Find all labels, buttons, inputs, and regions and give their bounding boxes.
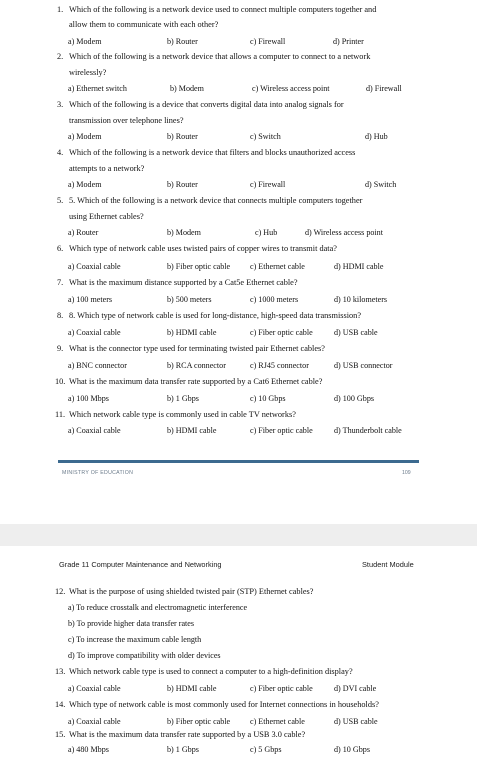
question-12-text: What is the purpose of using shielded twisted pair (STP) Ethernet cables? [69,587,314,596]
question-5-option-c: c) Hub [255,228,278,237]
question-12-option-c: c) To increase the maximum cable length [68,635,202,644]
question-6-option-a: a) Coaxial cable [68,262,121,271]
question-7-option-d: d) 10 kilometers [334,295,388,304]
question-13-option-c: c) Fiber optic cable [250,684,313,693]
question-8-option-d: d) USB cable [334,328,378,337]
question-2-number: 2. [57,52,64,61]
question-6-option-d: d) HDMI cable [334,262,384,271]
question-5-number: 5. [57,196,64,205]
question-6-text: Which type of network cable uses twisted pairs of copper wires to transmit data? [69,244,337,253]
question-14-text: Which type of network cable is most commonly used for Internet connections in households? [69,700,379,709]
question-1-text-cont: allow them to communicate with each other? [69,20,219,29]
question-1-number: 1. [57,5,64,14]
question-9-number: 9. [57,344,64,353]
question-15-number: 15. [55,730,66,739]
question-8-option-a: a) Coaxial cable [68,328,121,337]
question-3-option-a: a) Modem [68,132,102,141]
question-15-option-c: c) 5 Gbps [250,745,282,754]
question-1-text: Which of the following is a network device used to connect multiple computers together and [69,5,377,14]
question-12-option-a: a) To reduce crosstalk and electromagnetic interference [68,603,248,612]
question-4-text: Which of the following is a network device that filters and blocks unauthorized access [69,148,356,157]
question-15-option-b: b) 1 Gbps [167,745,199,754]
question-6-option-b: b) Fiber optic cable [167,262,231,271]
header-module-label: Student Module [362,560,414,569]
question-11-number: 11. [55,410,66,419]
question-7-option-a: a) 100 meters [68,295,113,304]
question-9-option-b: b) RCA connector [167,361,226,370]
question-5-option-d: d) Wireless access point [305,228,383,237]
question-10-number: 10. [55,377,66,386]
question-9-text: What is the connector type used for terminating twisted pair Ethernet cables? [69,344,325,353]
question-13-option-b: b) HDMI cable [167,684,217,693]
question-1-option-b: b) Router [167,37,198,46]
question-10-option-d: d) 100 Gbps [334,394,375,403]
question-2-option-b: b) Modem [170,84,204,93]
page-separator [0,524,477,546]
question-5-option-b: b) Modem [167,228,201,237]
question-1-option-d: d) Printer [333,37,364,46]
question-8-option-c: c) Fiber optic cable [250,328,313,337]
question-14-option-c: c) Ethernet cable [250,717,305,726]
question-12-option-b: b) To provide higher data transfer rates [68,619,195,628]
question-9-option-c: c) RJ45 connector [250,361,309,370]
question-5-option-a: a) Router [68,228,99,237]
question-14-option-a: a) Coaxial cable [68,717,121,726]
header-course-title: Grade 11 Computer Maintenance and Networking [59,560,222,569]
question-4-option-c: c) Firewall [250,180,286,189]
question-4-option-b: b) Router [167,180,198,189]
question-5-text-cont: using Ethernet cables? [69,212,144,221]
question-12-option-d: d) To improve compatibility with older devices [68,651,221,660]
footer-rule [58,460,419,463]
question-7-option-c: c) 1000 meters [250,295,299,304]
question-10-text: What is the maximum data transfer rate supported by a Cat6 Ethernet cable? [69,377,323,386]
question-11-option-d: d) Thunderbolt cable [334,426,402,435]
question-15-text: What is the maximum data transfer rate supported by a USB 3.0 cable? [69,730,306,739]
question-8-number: 8. [57,311,64,320]
question-13-number: 13. [55,667,66,676]
question-14-option-d: d) USB cable [334,717,378,726]
question-11-text: Which network cable type is commonly used in cable TV networks? [69,410,296,419]
question-9-option-d: d) USB connector [334,361,393,370]
footer-ministry-label: MINISTRY OF EDUCATION [62,470,134,476]
question-3-option-d: d) Hub [365,132,388,141]
question-4-number: 4. [57,148,64,157]
question-15-option-d: d) 10 Gbps [334,745,370,754]
question-2-option-d: d) Firewall [366,84,402,93]
question-14-option-b: b) Fiber optic cable [167,717,231,726]
question-13-text: Which network cable type is used to connect a computer to a high-definition display? [69,667,353,676]
question-4-option-a: a) Modem [68,180,102,189]
question-3-number: 3. [57,100,64,109]
question-9-option-a: a) BNC connector [68,361,127,370]
question-7-text: What is the maximum distance supported by a Cat5e Ethernet cable? [69,278,298,287]
question-7-option-b: b) 500 meters [167,295,212,304]
question-3-text: Which of the following is a device that converts digital data into analog signals for [69,100,344,109]
question-1-option-a: a) Modem [68,37,102,46]
question-10-option-b: b) 1 Gbps [167,394,199,403]
question-14-number: 14. [55,700,66,709]
question-2-option-c: c) Wireless access point [252,84,330,93]
question-3-option-c: c) Switch [250,132,281,141]
question-4-text-cont: attempts to a network? [69,164,145,173]
page-number: 109 [402,470,411,476]
question-3-text-cont: transmission over telephone lines? [69,116,184,125]
question-5-text: 5. Which of the following is a network device that connects multiple computers together [69,196,363,205]
question-13-option-d: d) DVI cable [334,684,377,693]
question-11-option-a: a) Coaxial cable [68,426,121,435]
question-10-option-c: c) 10 Gbps [250,394,286,403]
question-13-option-a: a) Coaxial cable [68,684,121,693]
question-11-option-b: b) HDMI cable [167,426,217,435]
question-3-option-b: b) Router [167,132,198,141]
question-1-option-c: c) Firewall [250,37,286,46]
question-8-text: 8. Which type of network cable is used for long-distance, high-speed data transmission? [69,311,362,320]
question-6-option-c: c) Ethernet cable [250,262,305,271]
question-2-text: Which of the following is a network device that allows a computer to connect to a network [69,52,371,61]
question-2-text-cont: wirelessly? [69,68,107,77]
question-7-number: 7. [57,278,64,287]
question-15-option-a: a) 480 Mbps [68,745,109,754]
question-4-option-d: d) Switch [365,180,397,189]
question-6-number: 6. [57,244,64,253]
question-10-option-a: a) 100 Mbps [68,394,109,403]
question-2-option-a: a) Ethernet switch [68,84,127,93]
question-12-number: 12. [55,587,66,596]
question-8-option-b: b) HDMI cable [167,328,217,337]
question-11-option-c: c) Fiber optic cable [250,426,313,435]
